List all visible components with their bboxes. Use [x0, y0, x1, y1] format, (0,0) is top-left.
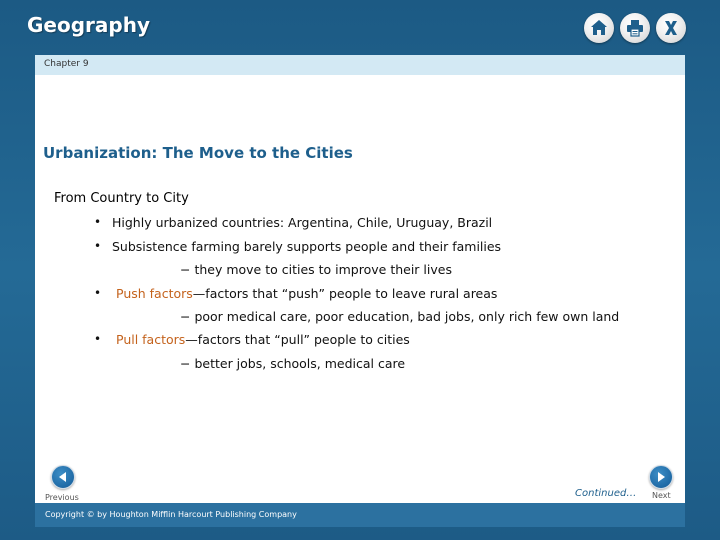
arrow-right-icon — [655, 471, 667, 483]
term-push-factors: Push factors — [116, 286, 193, 301]
close-icon — [662, 19, 680, 37]
sub-bullet-text: − they move to cities to improve their lives — [180, 262, 452, 277]
arrow-left-icon — [57, 471, 69, 483]
term-pull-factors: Pull factors — [116, 332, 186, 347]
sub-bullet-text: − poor medical care, poor education, bad jobs, only rich few own land — [180, 309, 620, 324]
footer-bar — [35, 503, 685, 527]
bullet-marker: • — [94, 286, 102, 300]
slide-content — [35, 75, 685, 503]
bullet-text — [116, 286, 497, 301]
bullet-marker: • — [94, 239, 102, 253]
bullet-text: Highly urbanized countries: Argentina, Chile, Uruguay, Brazil — [112, 215, 493, 230]
sub-bullet-text: − better jobs, schools, medical care — [180, 356, 406, 371]
previous-button[interactable] — [51, 465, 75, 489]
next-label[interactable]: Next — [652, 491, 671, 500]
next-button[interactable] — [649, 465, 673, 489]
printer-icon — [626, 19, 644, 37]
slide-subtitle: From Country to City — [54, 191, 189, 206]
continued-label: Continued… — [575, 488, 637, 499]
term-definition: —factors that “pull” people to cities — [185, 332, 410, 347]
copyright-text: Copyright © by Houghton Mifflin Harcourt Publishing Company — [45, 510, 297, 519]
bullet-text: Subsistence farming barely supports people and their families — [112, 239, 502, 254]
bullet-marker: • — [94, 332, 102, 346]
bullet-text — [116, 332, 410, 347]
close-button[interactable] — [656, 13, 686, 43]
home-button[interactable] — [584, 13, 614, 43]
home-icon — [590, 19, 608, 37]
chapter-bar — [35, 55, 685, 75]
previous-label[interactable]: Previous — [45, 493, 79, 502]
slide-title: Urbanization: The Move to the Cities — [43, 144, 353, 162]
term-definition: —factors that “push” people to leave rural areas — [192, 286, 498, 301]
print-button[interactable] — [620, 13, 650, 43]
chapter-label: Chapter 9 — [44, 59, 89, 69]
app-title: Geography — [27, 13, 150, 37]
bullet-marker: • — [94, 215, 102, 229]
